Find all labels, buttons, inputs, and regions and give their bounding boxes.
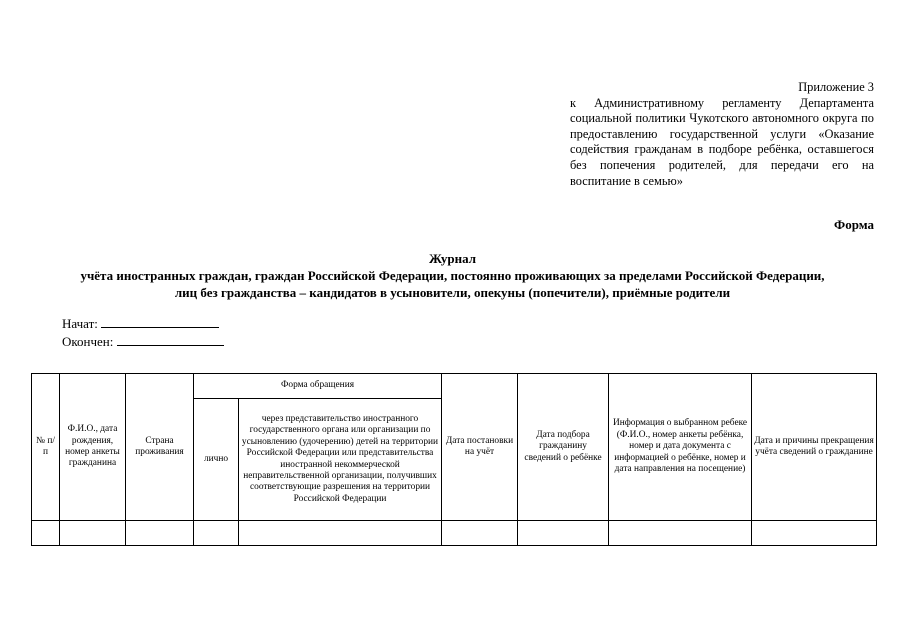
header-fio: Ф.И.О., дата рождения, номер анкеты гражданина: [60, 374, 126, 521]
journal-title-line3: лиц без гражданства – кандидатов в усыновители, опекуны (попечители), приёмные родители: [174, 285, 731, 300]
started-row: [62, 314, 224, 332]
finished-row: [62, 332, 224, 350]
header-termination: Дата и причины прекращения учёта сведений о гражданине: [752, 374, 877, 521]
journal-title-line1: Журнал: [429, 251, 476, 266]
table-row: [32, 521, 877, 546]
table-cell: [752, 521, 877, 546]
table-cell: [32, 521, 60, 546]
header-registration-date: Дата постановки на учёт: [442, 374, 518, 521]
header-via-representative: через представительство иностранного государственного органа или организации по усыновлению (удочерению) детей на территории Российской Федерации или представительства иностранной некоммерческой неправительственной организации, получивших соответствующие разрешения на территории Российской Федерации: [239, 399, 442, 521]
journal-dates: [62, 314, 224, 350]
table-cell: [442, 521, 518, 546]
header-selection-date: Дата подбора гражданину сведений о ребёнке: [518, 374, 609, 521]
header-country: Страна проживания: [126, 374, 194, 521]
finished-blank-line: [117, 332, 224, 346]
finished-label: Окончен:: [62, 334, 114, 349]
journal-title-line2: учёта иностранных граждан, граждан Российской Федерации, постоянно проживающих за пределами Российской Федерации,: [80, 268, 825, 283]
started-label: Начат:: [62, 316, 98, 331]
journal-table: [31, 373, 877, 546]
header-form-group: Форма обращения: [194, 374, 442, 399]
appendix-number: Приложение 3: [798, 80, 874, 94]
appendix-block: [570, 80, 874, 189]
table-cell: [194, 521, 239, 546]
started-blank-line: [101, 314, 219, 328]
form-label: Форма: [834, 217, 874, 232]
table-cell: [239, 521, 442, 546]
table-cell: [518, 521, 609, 546]
table-cell: [60, 521, 126, 546]
header-personal: лично: [194, 399, 239, 521]
journal-title: [30, 250, 875, 301]
header-child-info: Информация о выбранном ребеке (Ф.И.О., номер анкеты ребёнка, номер и дата документа с информацией о ребёнке, номер и дата направления на посещение): [609, 374, 752, 521]
table-cell: [126, 521, 194, 546]
header-num: № п/п: [32, 374, 60, 521]
table-cell: [609, 521, 752, 546]
appendix-text: к Административному регламенту Департамента социальной политики Чукотского автономного округа по предоставлению государственной услуги «Оказание содействия гражданам в подборе ребёнка, оставшегося без попечения родителей, для передачи его на воспитание в семью»: [570, 95, 874, 188]
